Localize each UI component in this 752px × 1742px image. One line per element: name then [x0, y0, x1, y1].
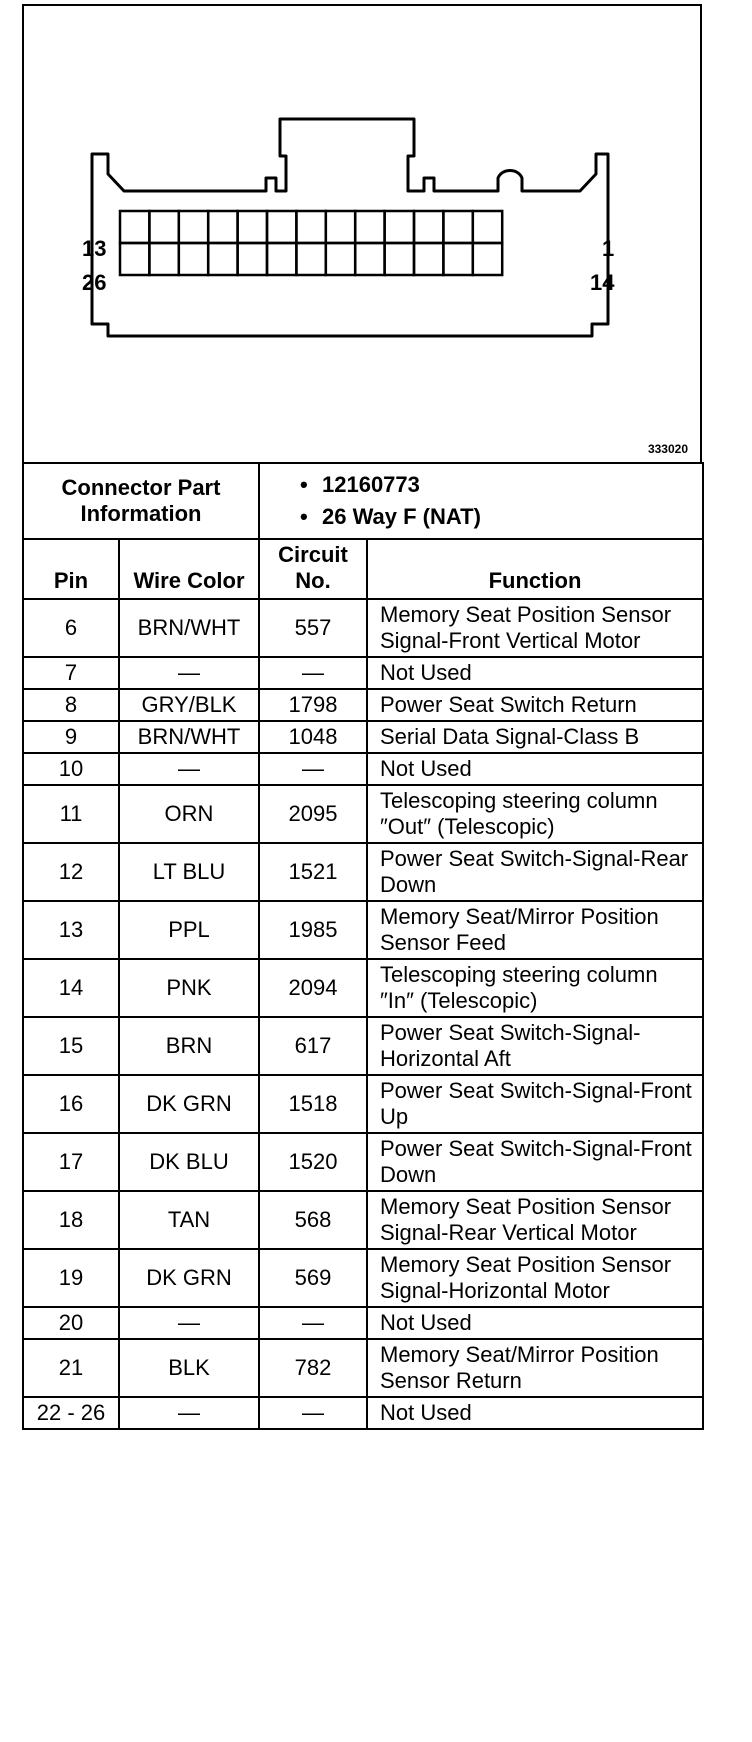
function-cell: Power Seat Switch-Signal-Front Up	[367, 1075, 703, 1133]
pin-cavity	[326, 211, 355, 243]
wire-color-cell: —	[119, 1307, 259, 1339]
pin-row	[23, 1249, 703, 1307]
pin-cell: 12	[23, 843, 119, 901]
function-cell: Power Seat Switch Return	[367, 689, 703, 721]
circuit-cell: 568	[259, 1191, 367, 1249]
connector-type: • 26 Way F (NAT)	[300, 504, 481, 529]
pin-label-13: 13	[82, 236, 107, 261]
pin-cavity	[267, 211, 296, 243]
wire-color-cell: BLK	[119, 1339, 259, 1397]
wire-color-cell: DK GRN	[119, 1075, 259, 1133]
pin-cell: 21	[23, 1339, 119, 1397]
pin-row	[23, 785, 703, 843]
pin-cavity	[238, 211, 267, 243]
function-cell: Not Used	[367, 753, 703, 785]
circuit-cell: 2094	[259, 959, 367, 1017]
wire-color-cell: ORN	[119, 785, 259, 843]
pin-cavity	[296, 211, 325, 243]
function-cell: Memory Seat Position Sensor Signal-Horizontal Motor	[367, 1249, 703, 1307]
header-row	[23, 539, 703, 599]
connector-part-number: • 12160773	[300, 472, 420, 497]
pin-row	[23, 959, 703, 1017]
pin-row	[23, 1133, 703, 1191]
pin-cavity	[120, 243, 149, 275]
pin-label-14: 14	[590, 270, 615, 295]
pin-cavity	[443, 211, 472, 243]
pin-row	[23, 1075, 703, 1133]
pin-cavity	[208, 211, 237, 243]
circuit-cell: 1048	[259, 721, 367, 753]
pin-cavity	[149, 243, 178, 275]
pin-cavity	[149, 211, 178, 243]
function-cell: Power Seat Switch-Signal-Front Down	[367, 1133, 703, 1191]
pin-cell: 6	[23, 599, 119, 657]
function-cell: Power Seat Switch-Signal-Horizontal Aft	[367, 1017, 703, 1075]
circuit-cell: 1521	[259, 843, 367, 901]
pin-cavity	[385, 211, 414, 243]
pin-cavity	[473, 243, 502, 275]
pin-cavity	[238, 243, 267, 275]
pin-row	[23, 1191, 703, 1249]
function-cell: Power Seat Switch-Signal-Rear Down	[367, 843, 703, 901]
function-cell: Telescoping steering column ″In″ (Telescopic)	[367, 959, 703, 1017]
circuit-cell: 617	[259, 1017, 367, 1075]
pin-row	[23, 657, 703, 689]
circuit-cell: 1798	[259, 689, 367, 721]
wire-color-cell: LT BLU	[119, 843, 259, 901]
circuit-cell: —	[259, 1307, 367, 1339]
wire-color-cell: TAN	[119, 1191, 259, 1249]
function-cell: Memory Seat/Mirror Position Sensor Return	[367, 1339, 703, 1397]
function-cell: Memory Seat/Mirror Position Sensor Feed	[367, 901, 703, 959]
pin-row	[23, 1017, 703, 1075]
pin-cell: 15	[23, 1017, 119, 1075]
pin-row	[23, 901, 703, 959]
pin-row	[23, 1307, 703, 1339]
pin-row	[23, 1397, 703, 1429]
pin-cavity	[385, 243, 414, 275]
pin-row	[23, 689, 703, 721]
circuit-cell: 1985	[259, 901, 367, 959]
function-cell: Memory Seat Position Sensor Signal-Rear Vertical Motor	[367, 1191, 703, 1249]
connector-info-row	[23, 463, 703, 539]
wire-color-cell: PPL	[119, 901, 259, 959]
pin-cell: 14	[23, 959, 119, 1017]
pin-table	[22, 462, 704, 1430]
pin-row	[23, 753, 703, 785]
pin-row	[23, 843, 703, 901]
circuit-cell: —	[259, 1397, 367, 1429]
pin-cavity	[355, 243, 384, 275]
function-cell: Not Used	[367, 657, 703, 689]
pin-cavity	[179, 211, 208, 243]
header-function: Function	[367, 539, 703, 599]
function-cell: Telescoping steering column ″Out″ (Telescopic)	[367, 785, 703, 843]
pin-cavity	[179, 243, 208, 275]
wire-color-cell: GRY/BLK	[119, 689, 259, 721]
header-circuit-no: Circuit No.	[259, 539, 367, 599]
connector-info-values	[259, 463, 703, 539]
pin-label-26: 26	[82, 270, 107, 295]
wire-color-cell: DK GRN	[119, 1249, 259, 1307]
function-cell: Not Used	[367, 1307, 703, 1339]
pin-cavity	[473, 211, 502, 243]
pin-row	[23, 721, 703, 753]
connector-info-title: Connector Part Information	[23, 463, 259, 539]
pin-cell: 8	[23, 689, 119, 721]
pin-cavity	[296, 243, 325, 275]
pin-cell: 18	[23, 1191, 119, 1249]
pin-cavity	[208, 243, 237, 275]
pin-rows	[23, 599, 703, 1429]
pin-label-1: 1	[602, 236, 615, 261]
pin-cavity	[414, 243, 443, 275]
pin-cavity	[443, 243, 472, 275]
pin-cell: 11	[23, 785, 119, 843]
pin-cell: 7	[23, 657, 119, 689]
pin-cell: 20	[23, 1307, 119, 1339]
pin-cell: 22 - 26	[23, 1397, 119, 1429]
connector-outline	[92, 119, 608, 336]
connector-face-drawing	[24, 6, 700, 464]
wire-color-cell: —	[119, 1397, 259, 1429]
pin-cavity	[414, 211, 443, 243]
circuit-cell: 1520	[259, 1133, 367, 1191]
circuit-cell: 2095	[259, 785, 367, 843]
pin-cell: 10	[23, 753, 119, 785]
wire-color-cell: PNK	[119, 959, 259, 1017]
figure-id: 333020	[647, 442, 688, 456]
wire-color-cell: BRN	[119, 1017, 259, 1075]
pin-cavity	[326, 243, 355, 275]
wire-color-cell: BRN/WHT	[119, 721, 259, 753]
pin-cell: 13	[23, 901, 119, 959]
circuit-cell: —	[259, 753, 367, 785]
header-pin: Pin	[23, 539, 119, 599]
pin-row	[23, 1339, 703, 1397]
wire-color-cell: BRN/WHT	[119, 599, 259, 657]
function-cell: Memory Seat Position Sensor Signal-Front Vertical Motor	[367, 599, 703, 657]
connector-sheet	[22, 4, 702, 1736]
pin-cavity	[355, 211, 384, 243]
function-cell: Serial Data Signal-Class B	[367, 721, 703, 753]
circuit-cell: 557	[259, 599, 367, 657]
circuit-cell: —	[259, 657, 367, 689]
circuit-cell: 1518	[259, 1075, 367, 1133]
circuit-cell: 569	[259, 1249, 367, 1307]
pin-row	[23, 599, 703, 657]
pin-cell: 17	[23, 1133, 119, 1191]
pin-cell: 19	[23, 1249, 119, 1307]
wire-color-cell: —	[119, 657, 259, 689]
pin-cell: 16	[23, 1075, 119, 1133]
pin-cavity-grid	[120, 211, 502, 275]
wire-color-cell: —	[119, 753, 259, 785]
circuit-cell: 782	[259, 1339, 367, 1397]
function-cell: Not Used	[367, 1397, 703, 1429]
pin-cavity	[120, 211, 149, 243]
pin-cavity	[267, 243, 296, 275]
header-wire-color: Wire Color	[119, 539, 259, 599]
wire-color-cell: DK BLU	[119, 1133, 259, 1191]
connector-diagram	[22, 4, 702, 464]
pin-cell: 9	[23, 721, 119, 753]
